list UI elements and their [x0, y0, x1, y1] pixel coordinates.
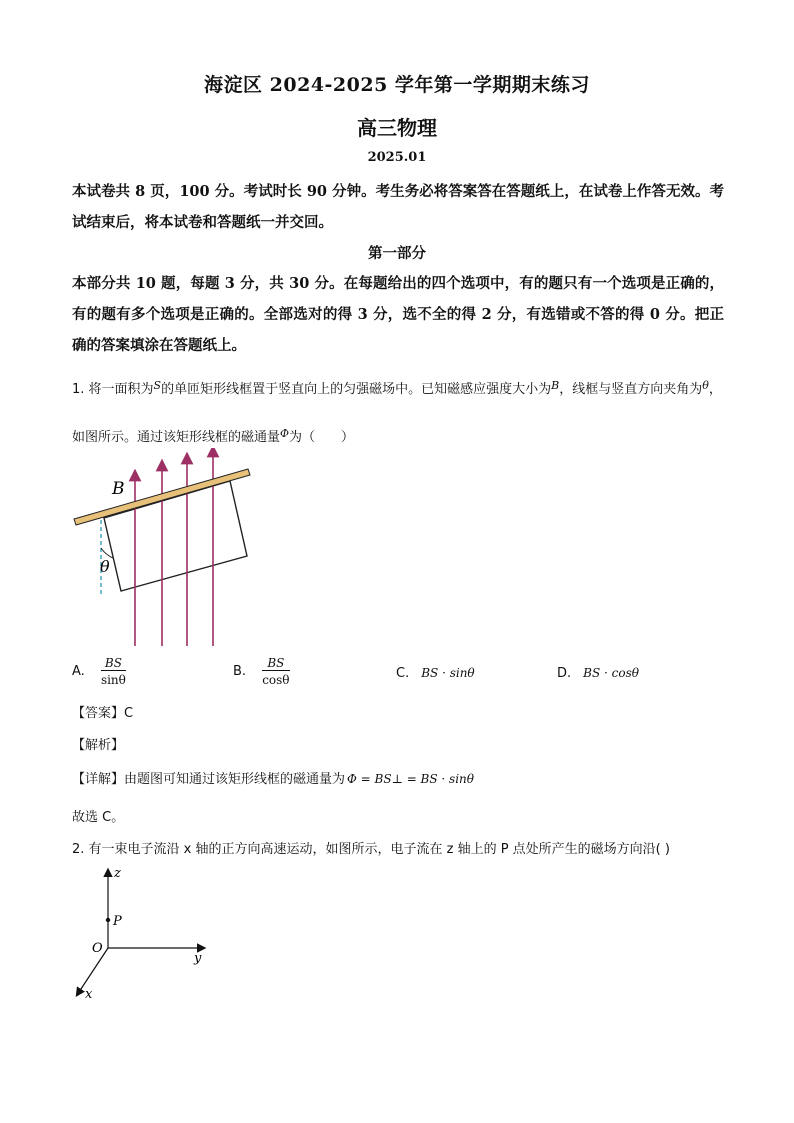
label-y: y: [194, 951, 202, 966]
option-c[interactable]: C. BS · sinθ: [396, 666, 475, 681]
symbol-B: B: [551, 379, 560, 392]
label-B: B: [112, 479, 125, 499]
point-p: [106, 918, 110, 922]
answer-value: C: [124, 706, 134, 721]
option-a[interactable]: A. $\frac{BS}{\sin\theta}$: [72, 656, 126, 687]
exam-subject: 高三物理: [357, 116, 437, 140]
label-p: P: [113, 914, 122, 929]
question-2-stem: 2. 有一束电子流沿 x 轴的正方向高速运动，如图所示，电子流在 z 轴上的 P 点处所产生的磁场方向沿( ): [72, 842, 670, 857]
label-origin: O: [92, 941, 103, 956]
exam-intro: 本试卷共 8 页，100 分。考试时长 90 分钟。考生务必将答案答在答题纸上，在试卷上作答无效。考试结束后，将本试卷和答题纸一并交回。: [72, 183, 724, 231]
analysis-tag: 【解析】: [72, 738, 125, 753]
label-x: x: [85, 987, 93, 1002]
part-title: 第一部分: [368, 245, 426, 262]
symbol-phi: Φ: [280, 427, 290, 440]
question-1-stem: 1. 将一面积为$^S$的单匝矩形线框置于竖直向上的匀强磁场中。已知磁感应强度大小为$^B$，线框与竖直方向夹角为$^\theta$，如图所示。通过该矩形线框的磁通量$^\Phi$为（ ）: [72, 379, 722, 445]
question-2-axes-figure: [68, 862, 218, 1004]
answer-line: 【答案】C: [72, 706, 134, 721]
exam-title: 海淀区 2024-2025 学年第一学期期末练习: [204, 74, 590, 96]
option-d[interactable]: D. BS · cosθ: [557, 666, 639, 681]
exam-date: 2025.01: [367, 150, 427, 165]
question-1-figure: [70, 448, 260, 653]
symbol-theta: θ: [702, 379, 709, 392]
label-theta: θ: [100, 557, 110, 576]
fraction-b: $\frac{BS}{\cos\theta}$: [262, 656, 290, 687]
conclusion-line: 故选 C。: [72, 810, 125, 825]
label-z: z: [114, 866, 121, 881]
detail-line: 【详解】由题图可知通过该矩形线框的磁通量为 Φ = BS⊥ = BS · sinθ: [72, 772, 474, 787]
fraction-a: $\frac{BS}{\sin\theta}$: [100, 656, 126, 687]
part-instructions: 本部分共 10 题，每题 3 分，共 30 分。在每题给出的四个选项中，有的题只有一个选项是正确的，有的题有多个选项是正确的。全部选对的得 3 分，选不全的得 2 分，有选错或不答的得 0 分。把正确的答案填涂在答题纸上。: [72, 275, 724, 354]
symbol-S: S: [153, 379, 162, 392]
rectangular-frame: [104, 481, 247, 591]
detail-formula: Φ = BS⊥ = BS · sinθ: [347, 772, 474, 786]
option-b[interactable]: B. $\frac{BS}{\cos\theta}$: [233, 656, 290, 687]
